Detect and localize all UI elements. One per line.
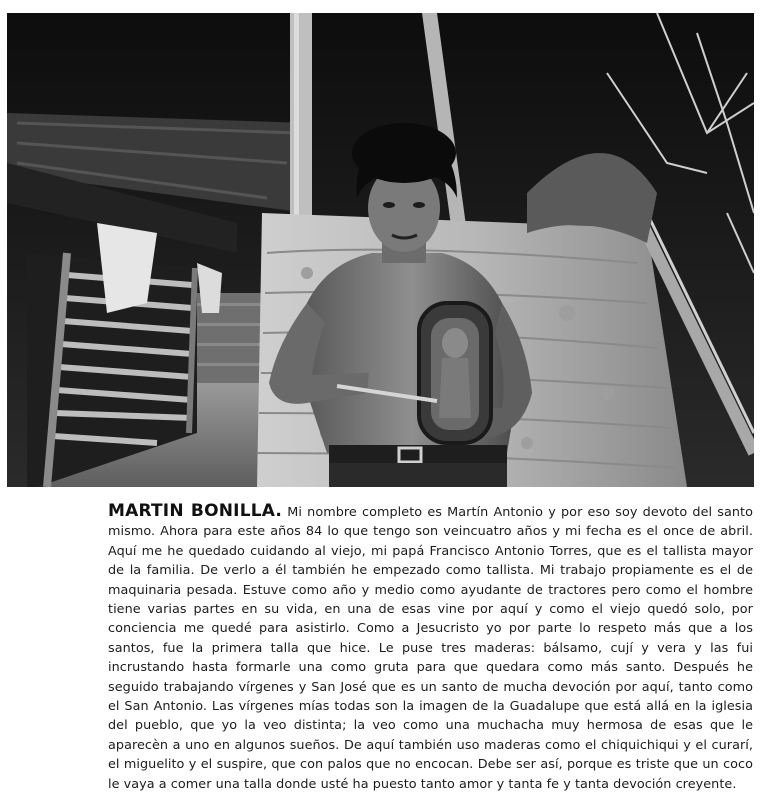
artisan-name: MARTIN BONILLA.	[108, 501, 283, 521]
article-text	[108, 502, 753, 794]
portrait-photo	[7, 13, 754, 487]
photo-illustration	[7, 13, 754, 487]
testimony-text: Mi nombre completo es Martín Antonio y por eso soy devoto del santo mismo. Ahora para este años 84 lo que tengo son veincuatro años y mi fecha es el once de abril. Aquí me he quedado cuidando al viejo, mi papá Francisco Antonio Torres, que es el tallista mayor de la familia. De verlo a él también he empezado como tallista. Mi trabajo propiamente es el de maquinaria pesada. Estuve como año y medio como ayudante de tractores pero como el hombre tiene varias partes en su vida, en una de esas vine por aquí y como el viejo quedó solo, por conciencia me quedé para asistirlo. Como a Jesucristo yo por parte lo respeto más que a los santos, fue la primera talla que hice. Le puse tres maderas: bálsamo, cují y vera y las fui incrustando hasta formarle una como gruta para que quedara como más santo. Después he seguido trabajando vírgenes y San José que es un santo de mucha devoción por aquí, tanto como el San Antonio. Las vírgenes mías todas son la imagen de la Guadalupe que está allá en la iglesia del pueblo, que yo la veo distinta; la veo como una muchacha muy hermosa de esas que le aparecèn a uno en algunos sueños. De aquí también uso maderas como el chiquichiqui y el curarí, el miguelito y el suspire, que con palos que no encocan. Debe ser así, porque es triste que un coco le vaya a comer una talla donde usté ha puesto tanto amor y tanta fe y tanta devoción creyente.	[108, 505, 753, 792]
